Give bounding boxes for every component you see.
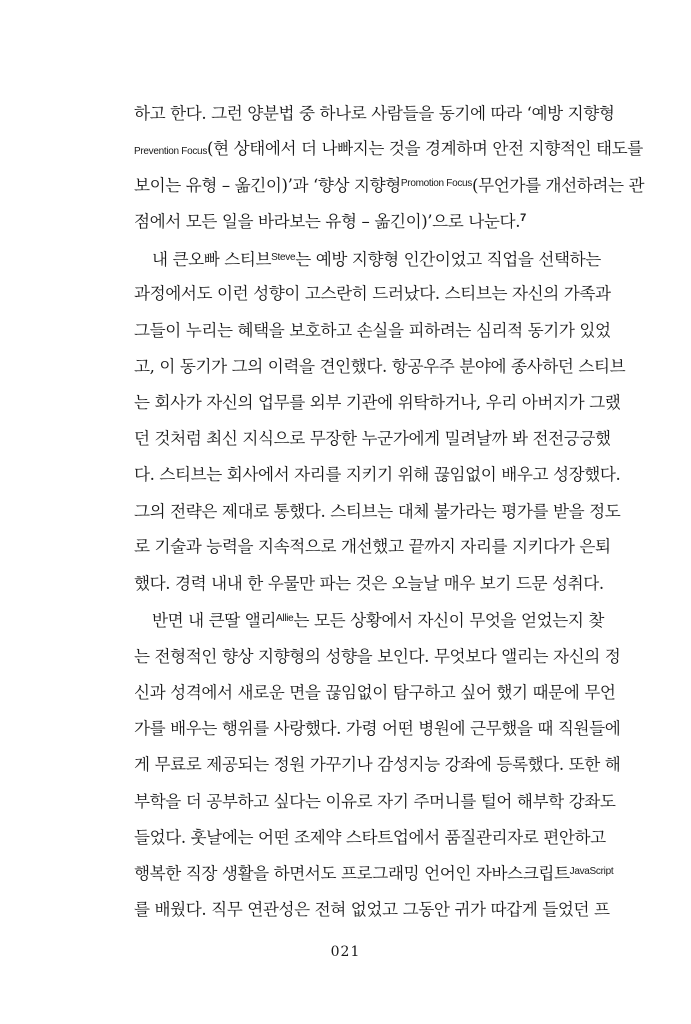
english-gloss: Promotion Focus xyxy=(400,178,473,189)
text-run: (무언가를 개선하려는 관 xyxy=(472,176,645,195)
text-line xyxy=(152,610,605,632)
text-line xyxy=(134,536,611,558)
text-run: 는 전형적인 향상 지향형의 성향을 보인다. 무엇보다 앨리는 자신의 정 xyxy=(134,647,621,666)
text-line xyxy=(134,356,626,378)
text-line xyxy=(134,320,611,342)
text-line xyxy=(134,754,621,776)
text-line xyxy=(134,138,643,163)
text-run: 를 배웠다. 직무 연관성은 전혀 없었고 그동안 귀가 따갑게 들었던 프 xyxy=(134,900,610,919)
text-line xyxy=(134,827,606,849)
text-run: 게 무료로 제공되는 정원 가꾸기나 감성지능 강좌에 등록했다. 또한 해 xyxy=(134,755,621,774)
text-run: 과정에서도 이런 성향이 고스란히 드러났다. 스티브는 자신의 가족과 xyxy=(134,284,611,303)
text-run: 신과 성격에서 새로운 면을 끊임없이 탐구하고 싶어 했기 때문에 무언 xyxy=(134,683,616,702)
text-run: 그들이 누리는 혜택을 보호하고 손실을 피하려는 심리적 동기가 있었 xyxy=(134,321,611,340)
text-line xyxy=(134,899,610,921)
text-run: 반면 내 큰딸 앨리 xyxy=(152,611,277,630)
text-line xyxy=(134,211,596,233)
text-run: 는 예방 지향형 인간이었고 직업을 선택하는 xyxy=(295,250,601,269)
text-run: 던 것처럼 최신 지식으로 무장한 누군가에게 밀려날까 봐 전전긍긍했 xyxy=(134,429,611,448)
text-line xyxy=(134,573,604,595)
text-line xyxy=(134,791,616,813)
english-gloss: JavaScript xyxy=(569,866,614,877)
text-run: 점에서 모든 일을 바라보는 유형 – 옮긴이)’으로 나눈다. xyxy=(134,212,521,231)
text-run: 그의 전략은 제대로 통했다. 스티브는 대체 불가라는 평가를 받을 정도 xyxy=(134,502,621,521)
text-run: 보이는 유형 – 옮긴이)’과 ‘향상 지향형 xyxy=(134,176,401,195)
footnote-marker: 7 xyxy=(520,212,526,224)
text-line xyxy=(152,249,601,271)
page-number: 021 xyxy=(330,944,361,960)
text-line xyxy=(134,718,621,740)
text-run: 고, 이 동기가 그의 이력을 견인했다. 항공우주 분야에 종사하던 스티브 xyxy=(134,357,626,376)
text-run: 는 회사가 자신의 업무를 외부 기관에 위탁하거나, 우리 아버지가 그랬 xyxy=(134,393,621,412)
text-line xyxy=(134,283,611,305)
text-line xyxy=(134,464,621,486)
text-run: 행복한 직장 생활을 하면서도 프로그래밍 언어인 자바스크립트 xyxy=(134,864,570,883)
english-gloss: Steve xyxy=(271,252,296,263)
text-line xyxy=(134,103,615,125)
text-line xyxy=(134,392,621,414)
text-run: 하고 한다. 그런 양분법 중 하나로 사람들을 동기에 따라 ‘예방 지향형 xyxy=(134,104,615,123)
text-run: 부학을 더 공부하고 싶다는 이유로 자기 주머니를 털어 해부학 강좌도 xyxy=(134,792,616,811)
text-run: 는 모든 상황에서 자신이 무엇을 얻었는지 찾 xyxy=(293,611,605,630)
english-gloss: Prevention Focus xyxy=(134,146,208,157)
text-run: 로 기술과 능력을 지속적으로 개선했고 끝까지 자리를 지키다가 은퇴 xyxy=(134,537,611,556)
text-run: (현 상태에서 더 나빠지는 것을 경계하며 안전 지향적인 태도를 xyxy=(207,139,643,158)
text-line xyxy=(134,175,645,197)
text-run: 가를 배우는 행위를 사랑했다. 가령 어떤 병원에 근무했을 때 직원들에 xyxy=(134,719,621,738)
text-line xyxy=(134,682,616,704)
text-run: 들었다. 훗날에는 어떤 조제약 스타트업에서 품질관리자로 편안하고 xyxy=(134,828,606,847)
text-run: 했다. 경력 내내 한 우물만 파는 것은 오늘날 매우 보기 드문 성취다. xyxy=(134,574,604,593)
text-line xyxy=(134,863,614,885)
text-run: 내 큰오빠 스티브 xyxy=(152,250,272,269)
text-run: 다. 스티브는 회사에서 자리를 지키기 위해 끊임없이 배우고 성장했다. xyxy=(134,465,621,484)
text-line xyxy=(134,646,621,668)
text-line xyxy=(134,501,621,523)
text-line xyxy=(134,428,611,450)
english-gloss: Allie xyxy=(276,613,294,624)
